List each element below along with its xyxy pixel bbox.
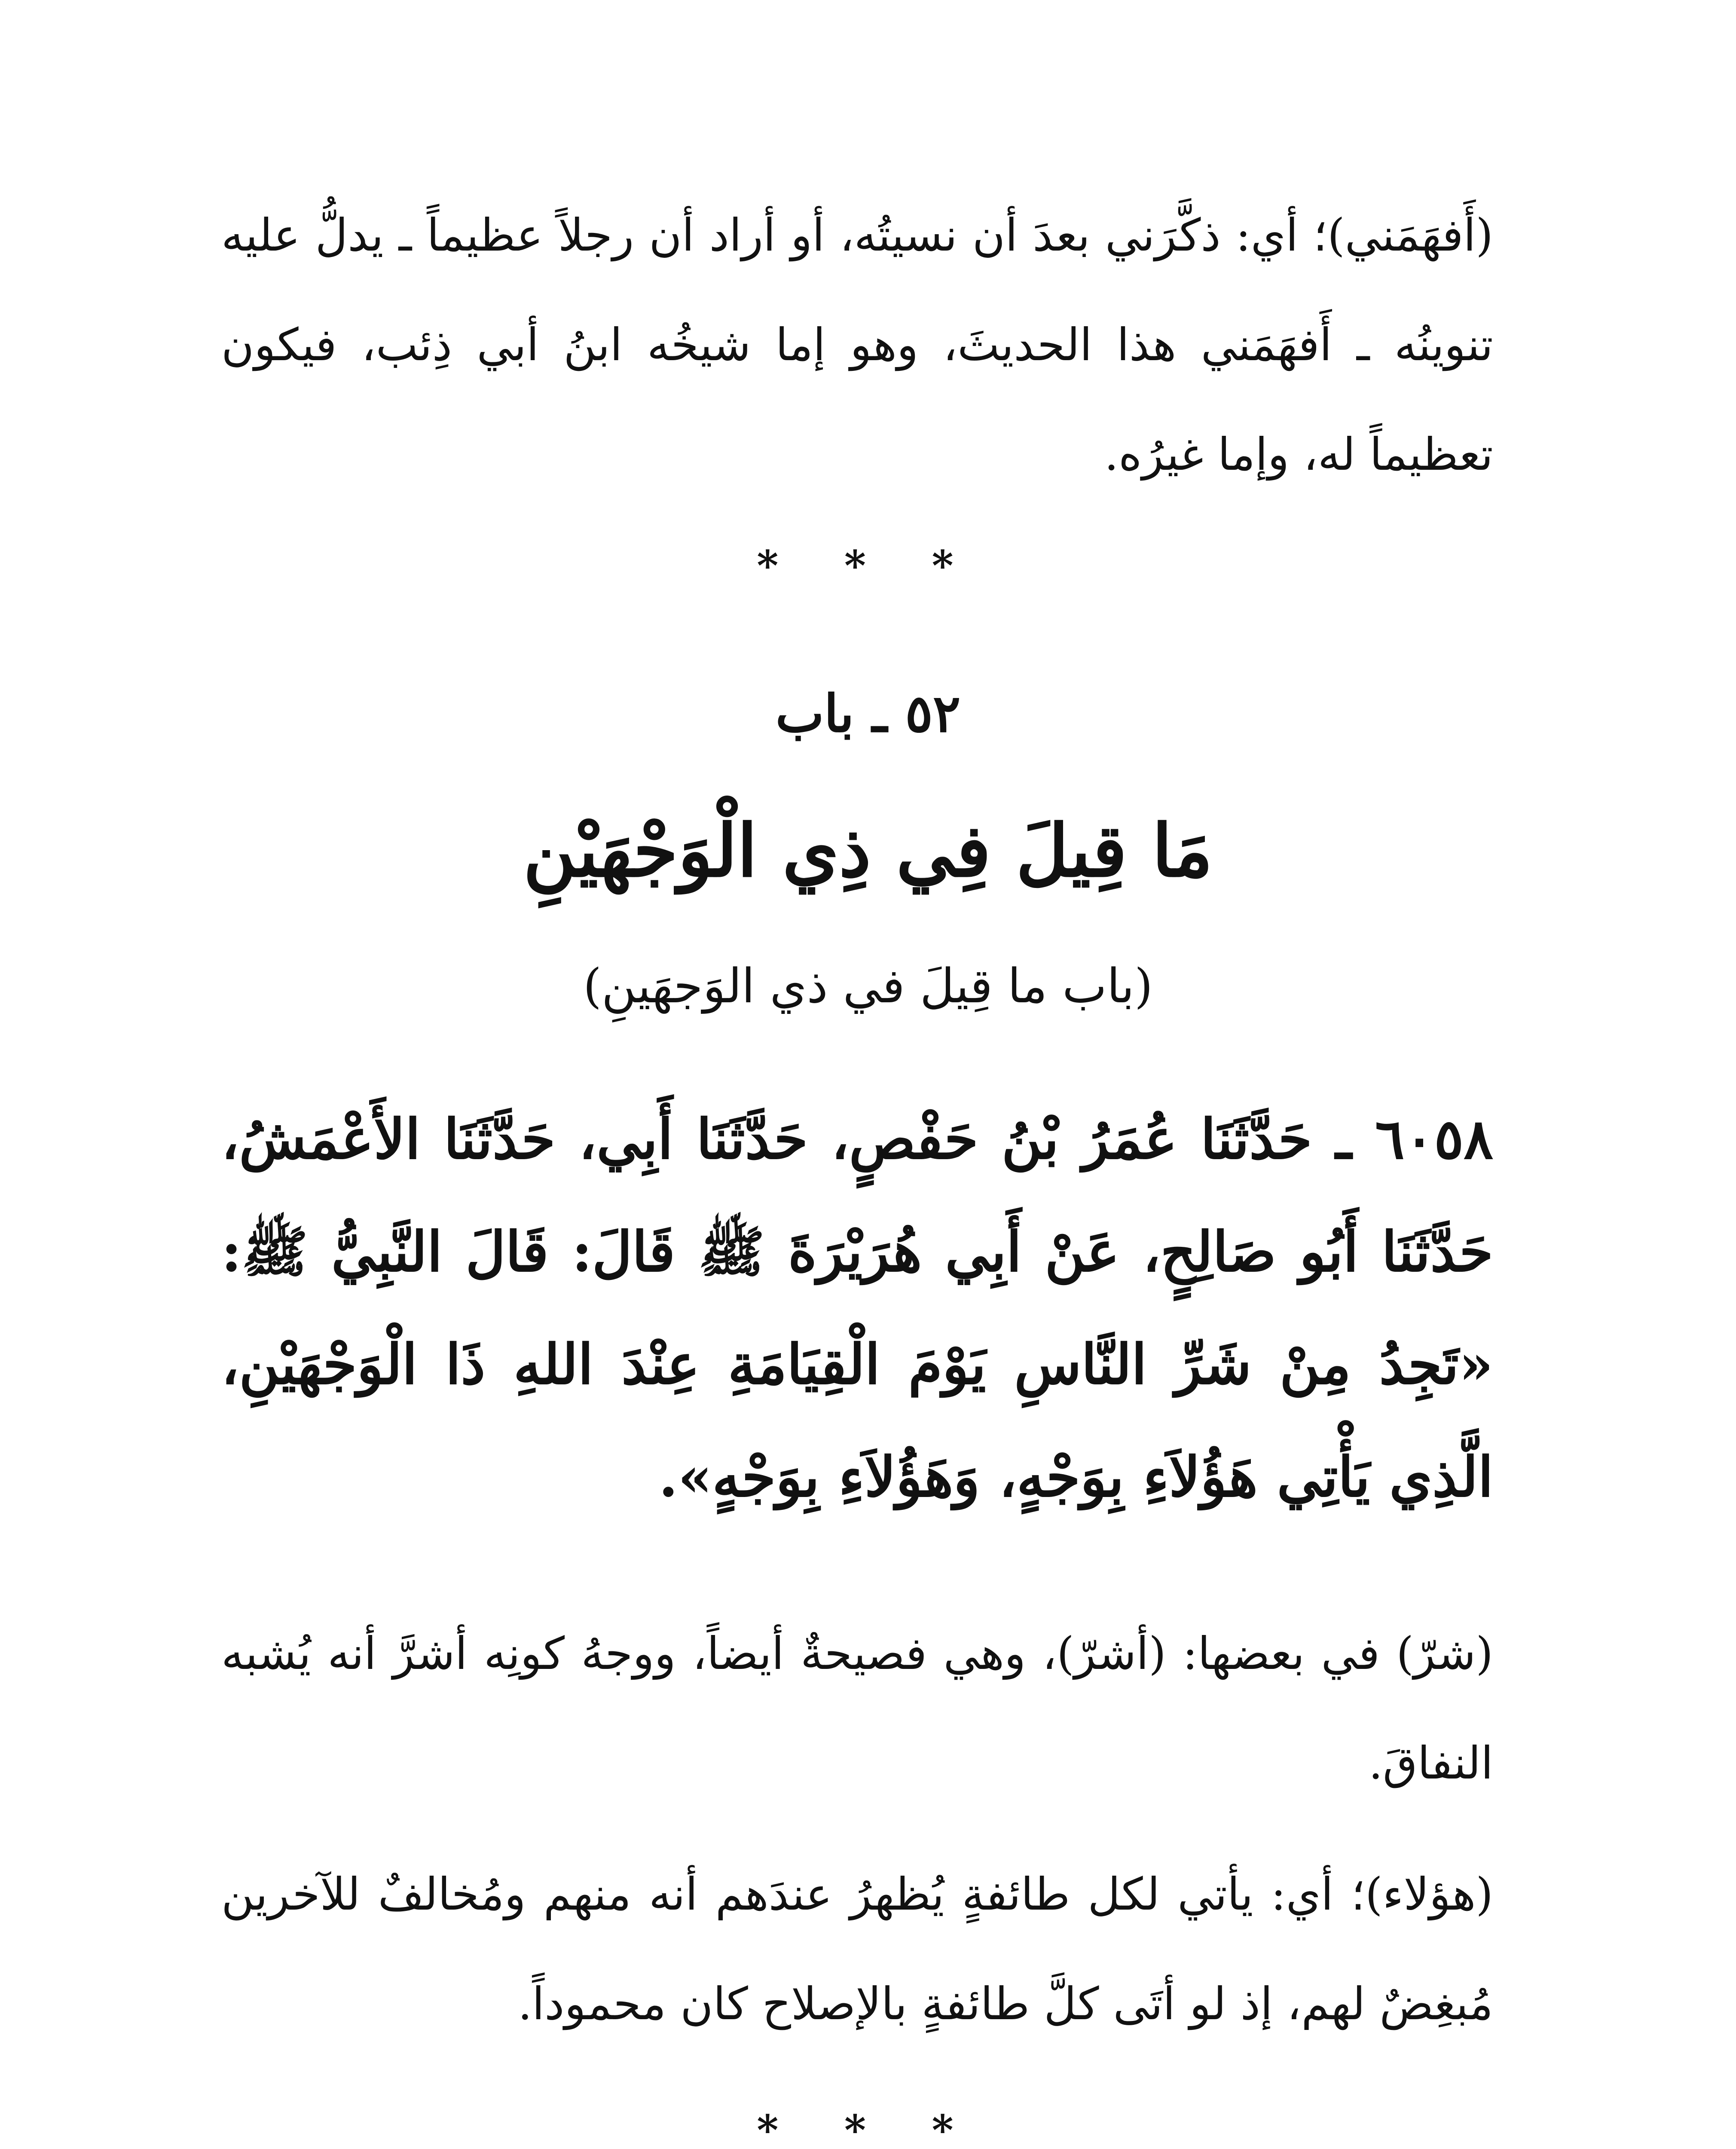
chapter-subtitle: (باب ما قِيلَ في ذي الوَجهَينِ) xyxy=(583,958,1153,1013)
commentary-paragraph-3: (هؤلاء)؛ أي: يأتي لكل طائفةٍ يُظهرُ عندَهم أنه منهم ومُخالفٌ للآخرين مُبغِضٌ لهم، إذ لو أتَى كلَّ طائفةٍ بالإصلاح كان محموداً. xyxy=(221,1868,1493,2030)
commentary-paragraph-1: (أَفهَمَني)؛ أي: ذكَّرَني بعدَ أن نسيتُه، أو أراد أن رجلاً عظيماً ـ يدلُّ عليه تنوينُه ـ أَفهَمَني هذا الحديثَ، وهو إما شيخُه ابنُ أبي ذِئب، فيكون تعظيماً له، وإما غيرُه. xyxy=(221,209,1493,481)
hadith-text: ٦٠٥٨ ـ حَدَّثَنَا عُمَرُ بْنُ حَفْصٍ، حَدَّثَنَا أَبِي، حَدَّثَنَا الأَعْمَشُ، حَدَّثَنَا أَبُو صَالِحٍ، عَنْ أَبِي هُرَيْرَةَ ﷺ قَالَ: قَالَ النَّبِيُّ ﷺ: «تَجِدُ مِنْ شَرِّ النَّاسِ يَوْمَ الْقِيَامَةِ عِنْدَ اللهِ ذَا الْوَجْهَيْنِ، الَّذِي يَأْتِي هَؤُلاَءِ بِوَجْهٍ، وَهَؤُلاَءِ بِوَجْهٍ». xyxy=(221,1107,1493,1509)
section-separator-end: * * * xyxy=(757,2106,979,2149)
chapter-title: مَا قِيلَ فِي ذِي الْوَجْهَيْنِ xyxy=(523,808,1213,893)
commentary-paragraph-2: (شرّ) في بعضها: (أشرّ)، وهي فصيحةٌ أيضاً، ووجهُ كونِه أشرَّ أنه يُشبه النفاقَ. xyxy=(221,1627,1493,1789)
section-separator: * * * xyxy=(757,542,979,590)
chapter-number: ٥٢ ـ باب xyxy=(775,683,961,744)
